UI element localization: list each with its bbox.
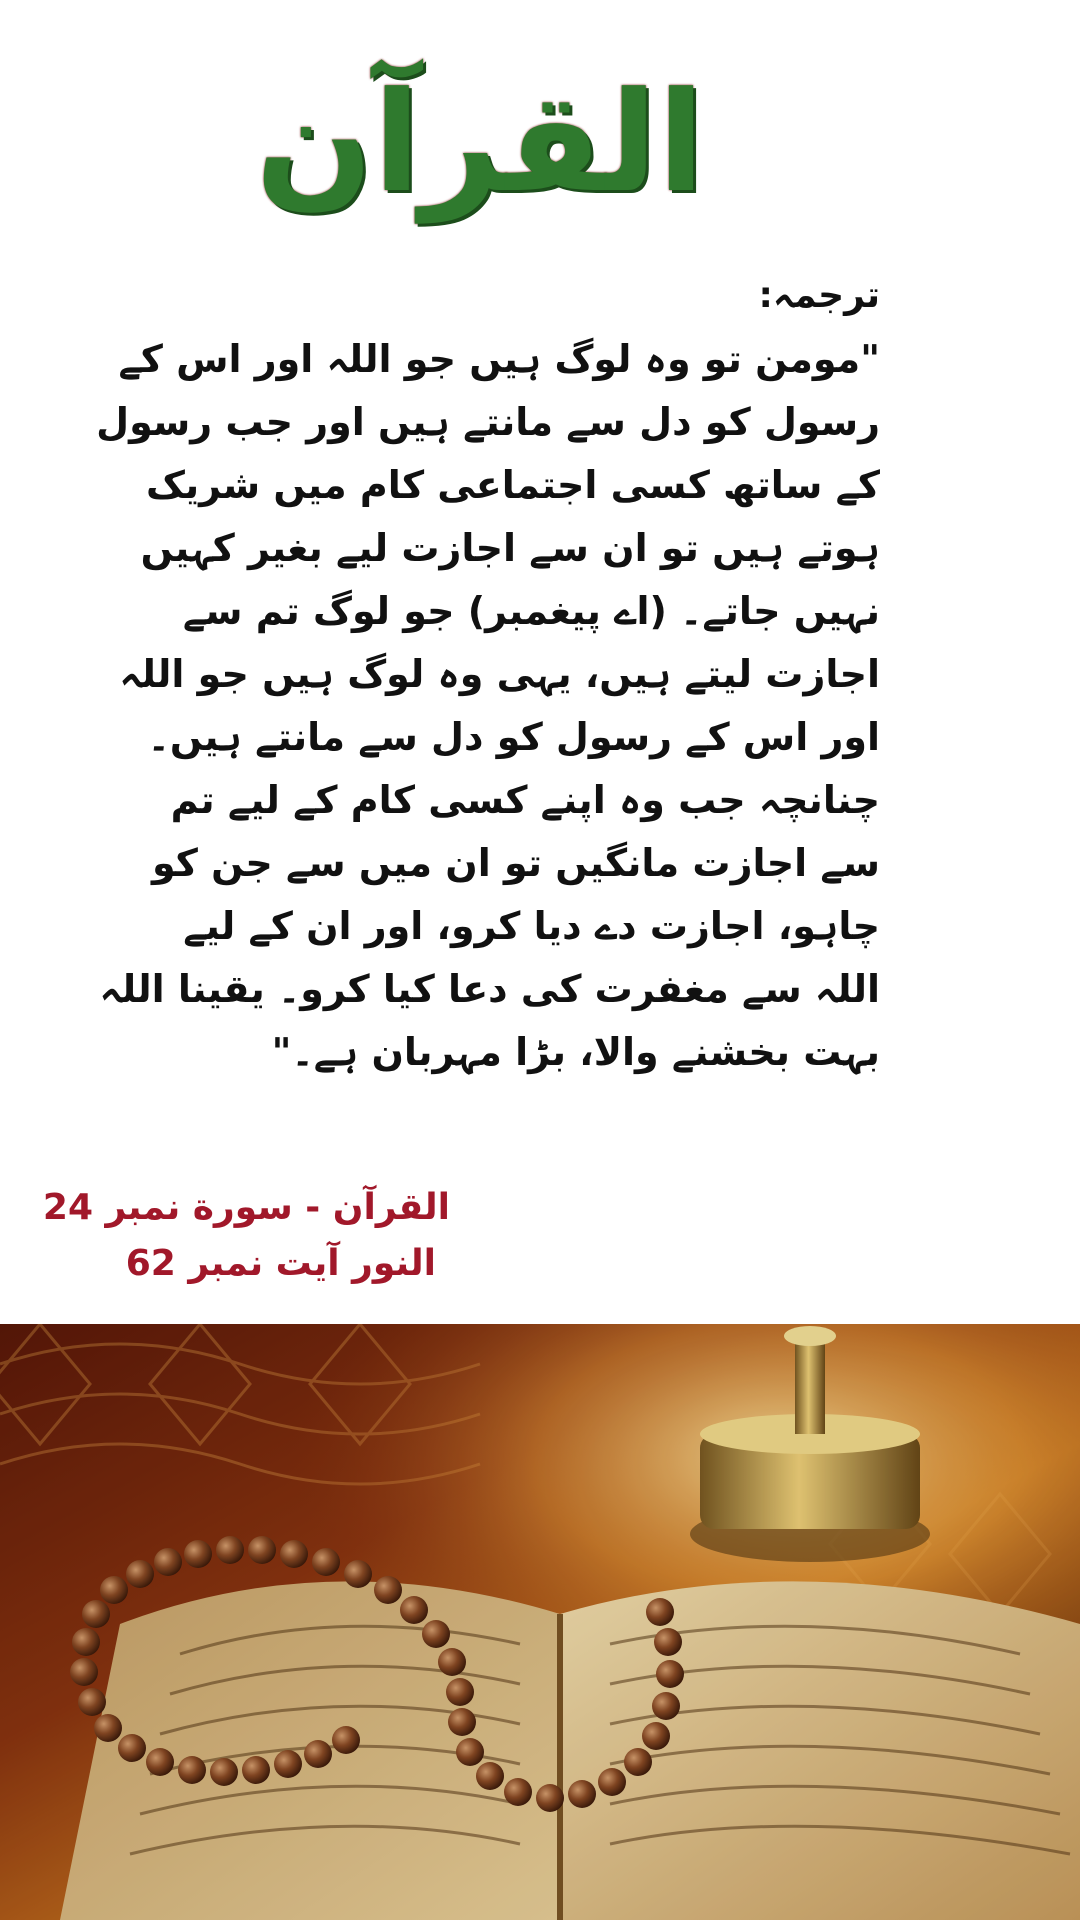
translation-line: نہیں جاتے۔ (اے پیغمبر) جو لوگ تم سے <box>182 589 880 633</box>
translation-line: چنانچہ جب وہ اپنے کسی کام کے لیے تم <box>170 778 880 822</box>
translation-line: رسول کو دل سے مانتے ہیں اور جب رسول <box>96 400 880 444</box>
page-title: القرآن <box>255 62 705 223</box>
translation-block <box>96 268 880 1084</box>
ayah-reference: النور آیت نمبر 62 <box>125 1243 436 1284</box>
translation-line: اجازت لیتے ہیں، یہی وہ لوگ ہیں جو اللہ <box>119 652 880 696</box>
translation-line: چاہو، اجازت دے دیا کرو، اور ان کے لیے <box>183 904 880 948</box>
surah-reference: القرآن - سورة نمبر 24 <box>42 1187 450 1228</box>
translation-line: "مومن تو وہ لوگ ہیں جو اللہ اور اس کے <box>118 337 880 381</box>
translation-label: ترجمہ: <box>758 275 880 316</box>
translation-line: سے اجازت مانگیں تو ان میں سے جن کو <box>151 841 880 885</box>
verse-reference <box>42 1180 450 1292</box>
translation-line: اور اس کے رسول کو دل سے مانتے ہیں۔ <box>147 715 880 759</box>
translation-line: کے ساتھ کسی اجتماعی کام میں شریک <box>145 463 880 507</box>
translation-line: بہت بخشنے والا، بڑا مہربان ہے۔" <box>271 1030 880 1074</box>
translation-line: اللہ سے مغفرت کی دعا کیا کرو۔ یقینا اللہ <box>99 967 880 1011</box>
translation-line: ہوتے ہیں تو ان سے اجازت لیے بغیر کہیں <box>140 526 880 570</box>
quran-prayer-beads-photo-icon <box>0 1324 1080 1920</box>
